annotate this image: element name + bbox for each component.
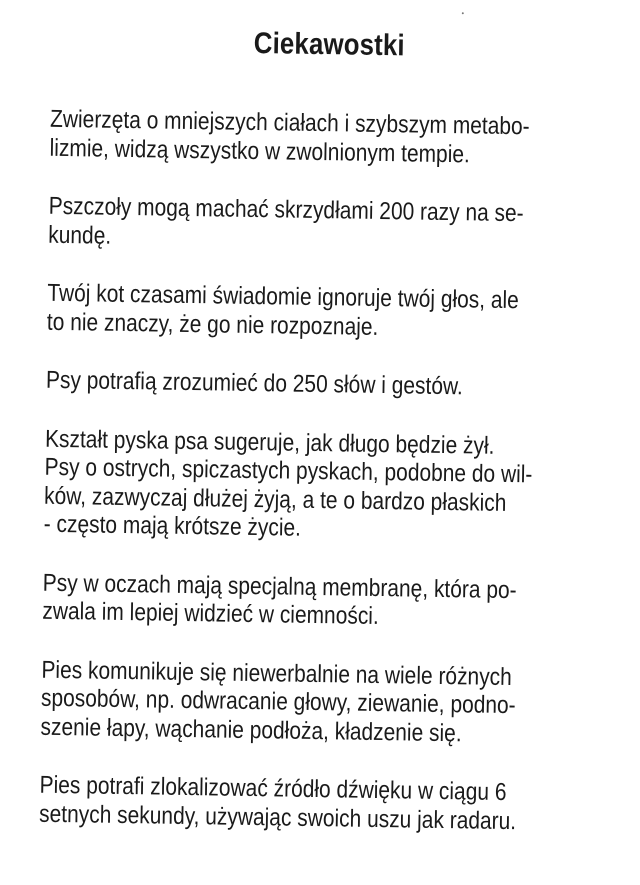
fact-paragraph	[46, 367, 594, 404]
fact-line: - często mają krótsze życie.	[43, 510, 302, 542]
fact-paragraph	[43, 425, 592, 548]
fact-paragraph	[48, 193, 596, 259]
fact-line: Psy potrafią zrozumieć do 250 słów i gestów.	[45, 366, 463, 401]
fact-paragraph	[40, 656, 588, 750]
fact-line: Kształt pyska psa sugeruje, jak długo będzie żył.	[44, 425, 495, 460]
fact-line: Psy w oczach mają specjalną membranę, która po-	[42, 569, 517, 604]
fact-line: to nie znaczy, że go nie rozpoznaje.	[46, 308, 379, 341]
fact-paragraph	[47, 280, 595, 346]
fact-line: lizmie, widzą wszystko w zwolnionym tempie.	[49, 134, 471, 168]
fact-line: setnych sekundy, używając swoich uszu jak radaru.	[38, 800, 517, 835]
fact-line: szenie łapy, wąchanie podłoża, kładzenie się.	[40, 713, 462, 747]
fact-line: Psy o ostrych, spiczastych pyskach, podobne do wil-	[44, 453, 533, 489]
fact-paragraph	[42, 569, 590, 635]
fact-line: kundę.	[48, 221, 112, 250]
fact-line: sposobów, np. odwracanie głowy, ziewanie, podno-	[40, 684, 516, 720]
facts-list	[38, 106, 597, 868]
fact-line: Twój kot czasami świadomie ignoruje twój głos, ale	[47, 279, 520, 315]
fact-line: Pszczoły mogą machać skrzydłami 200 razy na se-	[48, 192, 524, 228]
page-title: Ciekawostki	[253, 26, 406, 63]
fact-paragraph	[39, 772, 587, 838]
fact-line: Pies komunikuje się niewerbalnie na wiele różnych	[41, 656, 513, 691]
scan-speck	[462, 12, 464, 14]
fact-line: ków, zazwyczaj dłużej żyją, a te o bardzo płaskich	[43, 482, 507, 517]
fact-line: Pies potrafi zlokalizować źródło dźwięku w ciągu 6	[39, 771, 507, 807]
fact-line: Zwierzęta o mniejszych ciałach i szybszym metabo-	[49, 105, 530, 141]
fact-line: zwala im lepiej widzieć w ciemności.	[42, 597, 379, 630]
fact-paragraph	[49, 106, 597, 172]
